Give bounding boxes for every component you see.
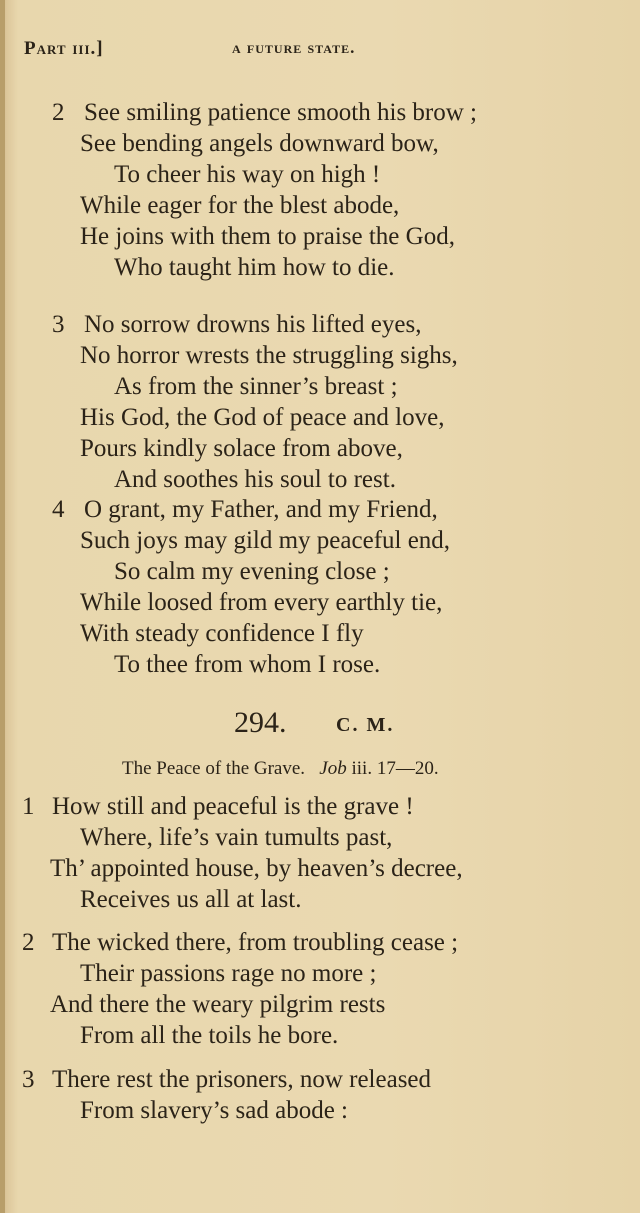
verse-line: And there the weary pilgrim rests: [50, 991, 386, 1018]
verse-line: While loosed from every earthly tie,: [80, 589, 443, 616]
scripture-book: Job: [319, 758, 347, 779]
verse-line: Their passions rage no more ;: [80, 960, 377, 987]
verse-line: While eager for the blest abode,: [80, 192, 400, 219]
verse-line: So calm my evening close ;: [114, 558, 390, 585]
running-header-part: Part iii.]: [24, 38, 104, 59]
verse-line: How still and peaceful is the grave !: [52, 793, 414, 820]
hymn-number: 294.: [234, 706, 287, 739]
verse-line: Pours kindly solace from above,: [80, 435, 403, 462]
verse-line: See smiling patience smooth his brow ;: [84, 99, 478, 126]
stanza-number: 3: [22, 1066, 35, 1093]
stanza-number: 3: [52, 311, 65, 338]
verse-line: There rest the prisoners, now released: [52, 1066, 432, 1093]
hymn-subtitle: [122, 758, 439, 780]
scripture-verse: iii. 17—20.: [351, 758, 439, 779]
stanza-number: 2: [52, 99, 65, 126]
verse-line: With steady confidence I fly: [80, 620, 364, 647]
verse-line: To thee from whom I rose.: [114, 651, 381, 678]
verse-line: The wicked there, from troubling cease ;: [52, 929, 459, 956]
verse-line: And soothes his soul to rest.: [114, 466, 396, 493]
verse-line: No horror wrests the struggling sighs,: [80, 342, 458, 369]
page-edge: [0, 0, 5, 1213]
verse-line: No sorrow drowns his lifted eyes,: [84, 311, 422, 338]
hymn-title: The Peace of the Grave.: [122, 758, 306, 779]
verse-line: To cheer his way on high !: [114, 161, 381, 188]
verse-line: As from the sinner’s breast ;: [114, 373, 398, 400]
verse-line: O grant, my Father, and my Friend,: [84, 496, 438, 523]
hymn-meter: C. M.: [336, 714, 395, 736]
stanza-number: 4: [52, 496, 65, 523]
stanza-number: 2: [22, 929, 35, 956]
verse-line: Receives us all at last.: [80, 886, 302, 913]
verse-line: Such joys may gild my peaceful end,: [80, 527, 451, 554]
verse-line: He joins with them to praise the God,: [80, 223, 455, 250]
verse-line: From all the toils he bore.: [80, 1022, 339, 1049]
stanza-number: 1: [22, 793, 35, 820]
verse-line: From slavery’s sad abode :: [80, 1097, 349, 1124]
verse-line: Th’ appointed house, by heaven’s decree,: [50, 855, 463, 882]
verse-line: Who taught him how to die.: [114, 254, 395, 281]
running-header-title: a future state.: [232, 38, 356, 57]
verse-line: His God, the God of peace and love,: [80, 404, 445, 431]
verse-line: See bending angels downward bow,: [80, 130, 439, 157]
verse-line: Where, life’s vain tumults past,: [80, 824, 393, 851]
